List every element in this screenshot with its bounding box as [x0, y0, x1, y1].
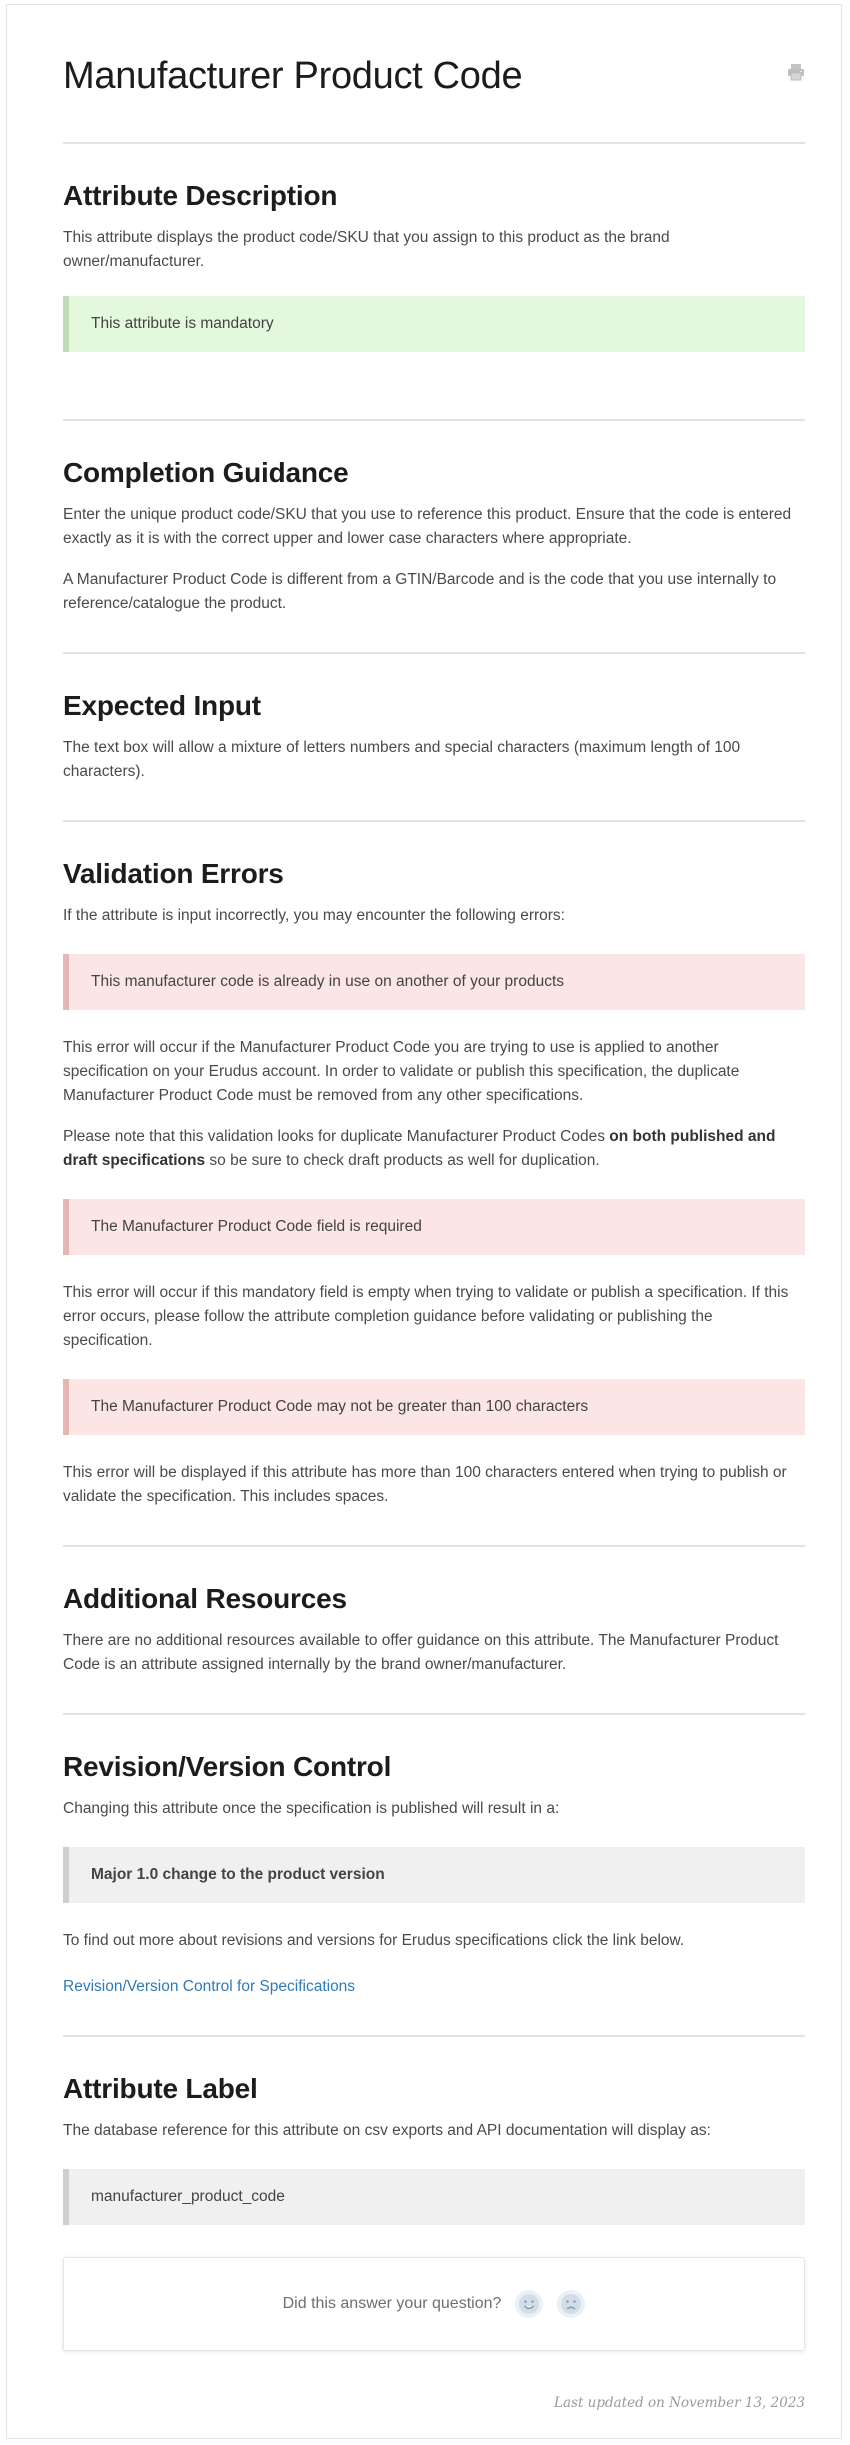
body-text: Enter the unique product code/SKU that you use to reference this product. Ensure that the code is entered exactly as it is with the correct upper and lower case characters where appropriate.	[63, 506, 792, 547]
additional-resources-section	[63, 1583, 805, 1677]
text-span: so be sure to check draft products as well for duplication.	[205, 1152, 600, 1169]
section-heading: Additional Resources	[63, 1583, 347, 1614]
body-text: This error will be displayed if this attribute has more than 100 characters entered when trying to publish or validate the specification. This includes spaces.	[63, 1464, 787, 1505]
happy-face-icon[interactable]	[515, 2290, 543, 2318]
bold-text: on both published and draft specifications	[63, 1128, 776, 1169]
error-callout: The Manufacturer Product Code may not be greater than 100 characters	[63, 1379, 805, 1435]
body-text: The database reference for this attribute on csv exports and API documentation will display as:	[63, 2122, 711, 2139]
attribute-label-section	[63, 2073, 805, 2225]
section-heading: Completion Guidance	[63, 457, 349, 488]
section-heading: Expected Input	[63, 690, 261, 721]
printer-icon[interactable]	[787, 63, 805, 81]
body-text: A Manufacturer Product Code is different from a GTIN/Barcode and is the code that you use internally to reference/catalogue the product.	[63, 571, 777, 612]
body-text: The text box will allow a mixture of letters numbers and special characters (maximum length of 100 characters).	[63, 739, 741, 780]
attribute-label-callout: manufacturer_product_code	[63, 2169, 805, 2225]
revision-control-link[interactable]: Revision/Version Control for Specifications	[63, 1978, 356, 1995]
error-callout: The Manufacturer Product Code field is required	[63, 1199, 805, 1255]
body-text	[63, 1125, 805, 1173]
body-text: This attribute displays the product code/SKU that you assign to this product as the brand owner/manufacturer.	[63, 229, 670, 270]
attribute-description-section	[63, 180, 805, 396]
link-paragraph	[63, 1975, 805, 1999]
last-updated: Last updated on November 13, 2023	[554, 2395, 805, 2411]
version-change-callout: Major 1.0 change to the product version	[63, 1847, 805, 1903]
page-title: Manufacturer Product Code	[63, 55, 523, 97]
body-text: This error will occur if this mandatory field is empty when trying to validate or publish a specification. If this error occurs, please follow the attribute completion guidance before validating or publishing the specification.	[63, 1284, 789, 1349]
body-text: If the attribute is input incorrectly, you may encounter the following errors:	[63, 907, 565, 924]
body-text: There are no additional resources available to offer guidance on this attribute. The Manufacturer Product Code is an attribute assigned internally by the brand owner/manufacturer.	[63, 1632, 779, 1673]
divider	[63, 820, 805, 822]
section-heading: Attribute Description	[63, 180, 338, 211]
title-row	[63, 5, 805, 142]
divider	[63, 419, 805, 421]
body-text: To find out more about revisions and versions for Erudus specifications click the link below.	[63, 1932, 685, 1949]
body-text: Changing this attribute once the specification is published will result in a:	[63, 1800, 560, 1817]
divider	[63, 1713, 805, 1715]
body-text: This error will occur if the Manufacturer Product Code you are trying to use is applied to another specification on your Erudus account. In order to validate or publish this specification, the duplicate Manufacturer Product Code must be removed from any other specifications.	[63, 1039, 740, 1104]
article-frame	[6, 4, 842, 2439]
feedback-question: Did this answer your question?	[282, 2295, 502, 2312]
section-heading: Revision/Version Control	[63, 1751, 392, 1782]
error-callout: This manufacturer code is already in use on another of your products	[63, 954, 805, 1010]
completion-guidance-section	[63, 457, 805, 616]
feedback-box	[63, 2257, 805, 2351]
article-content	[63, 5, 805, 2431]
expected-input-section	[63, 690, 805, 784]
footer	[63, 2351, 805, 2431]
section-heading: Validation Errors	[63, 858, 284, 889]
revision-control-section	[63, 1751, 805, 1999]
mandatory-callout: This attribute is mandatory	[63, 296, 805, 352]
divider	[63, 1545, 805, 1547]
divider	[63, 652, 805, 654]
sad-face-icon[interactable]	[557, 2290, 585, 2318]
validation-errors-section	[63, 858, 805, 1509]
text-span: Please note that this validation looks for duplicate Manufacturer Product Codes	[63, 1128, 610, 1145]
divider	[63, 142, 805, 144]
divider	[63, 2035, 805, 2037]
section-heading: Attribute Label	[63, 2073, 258, 2104]
